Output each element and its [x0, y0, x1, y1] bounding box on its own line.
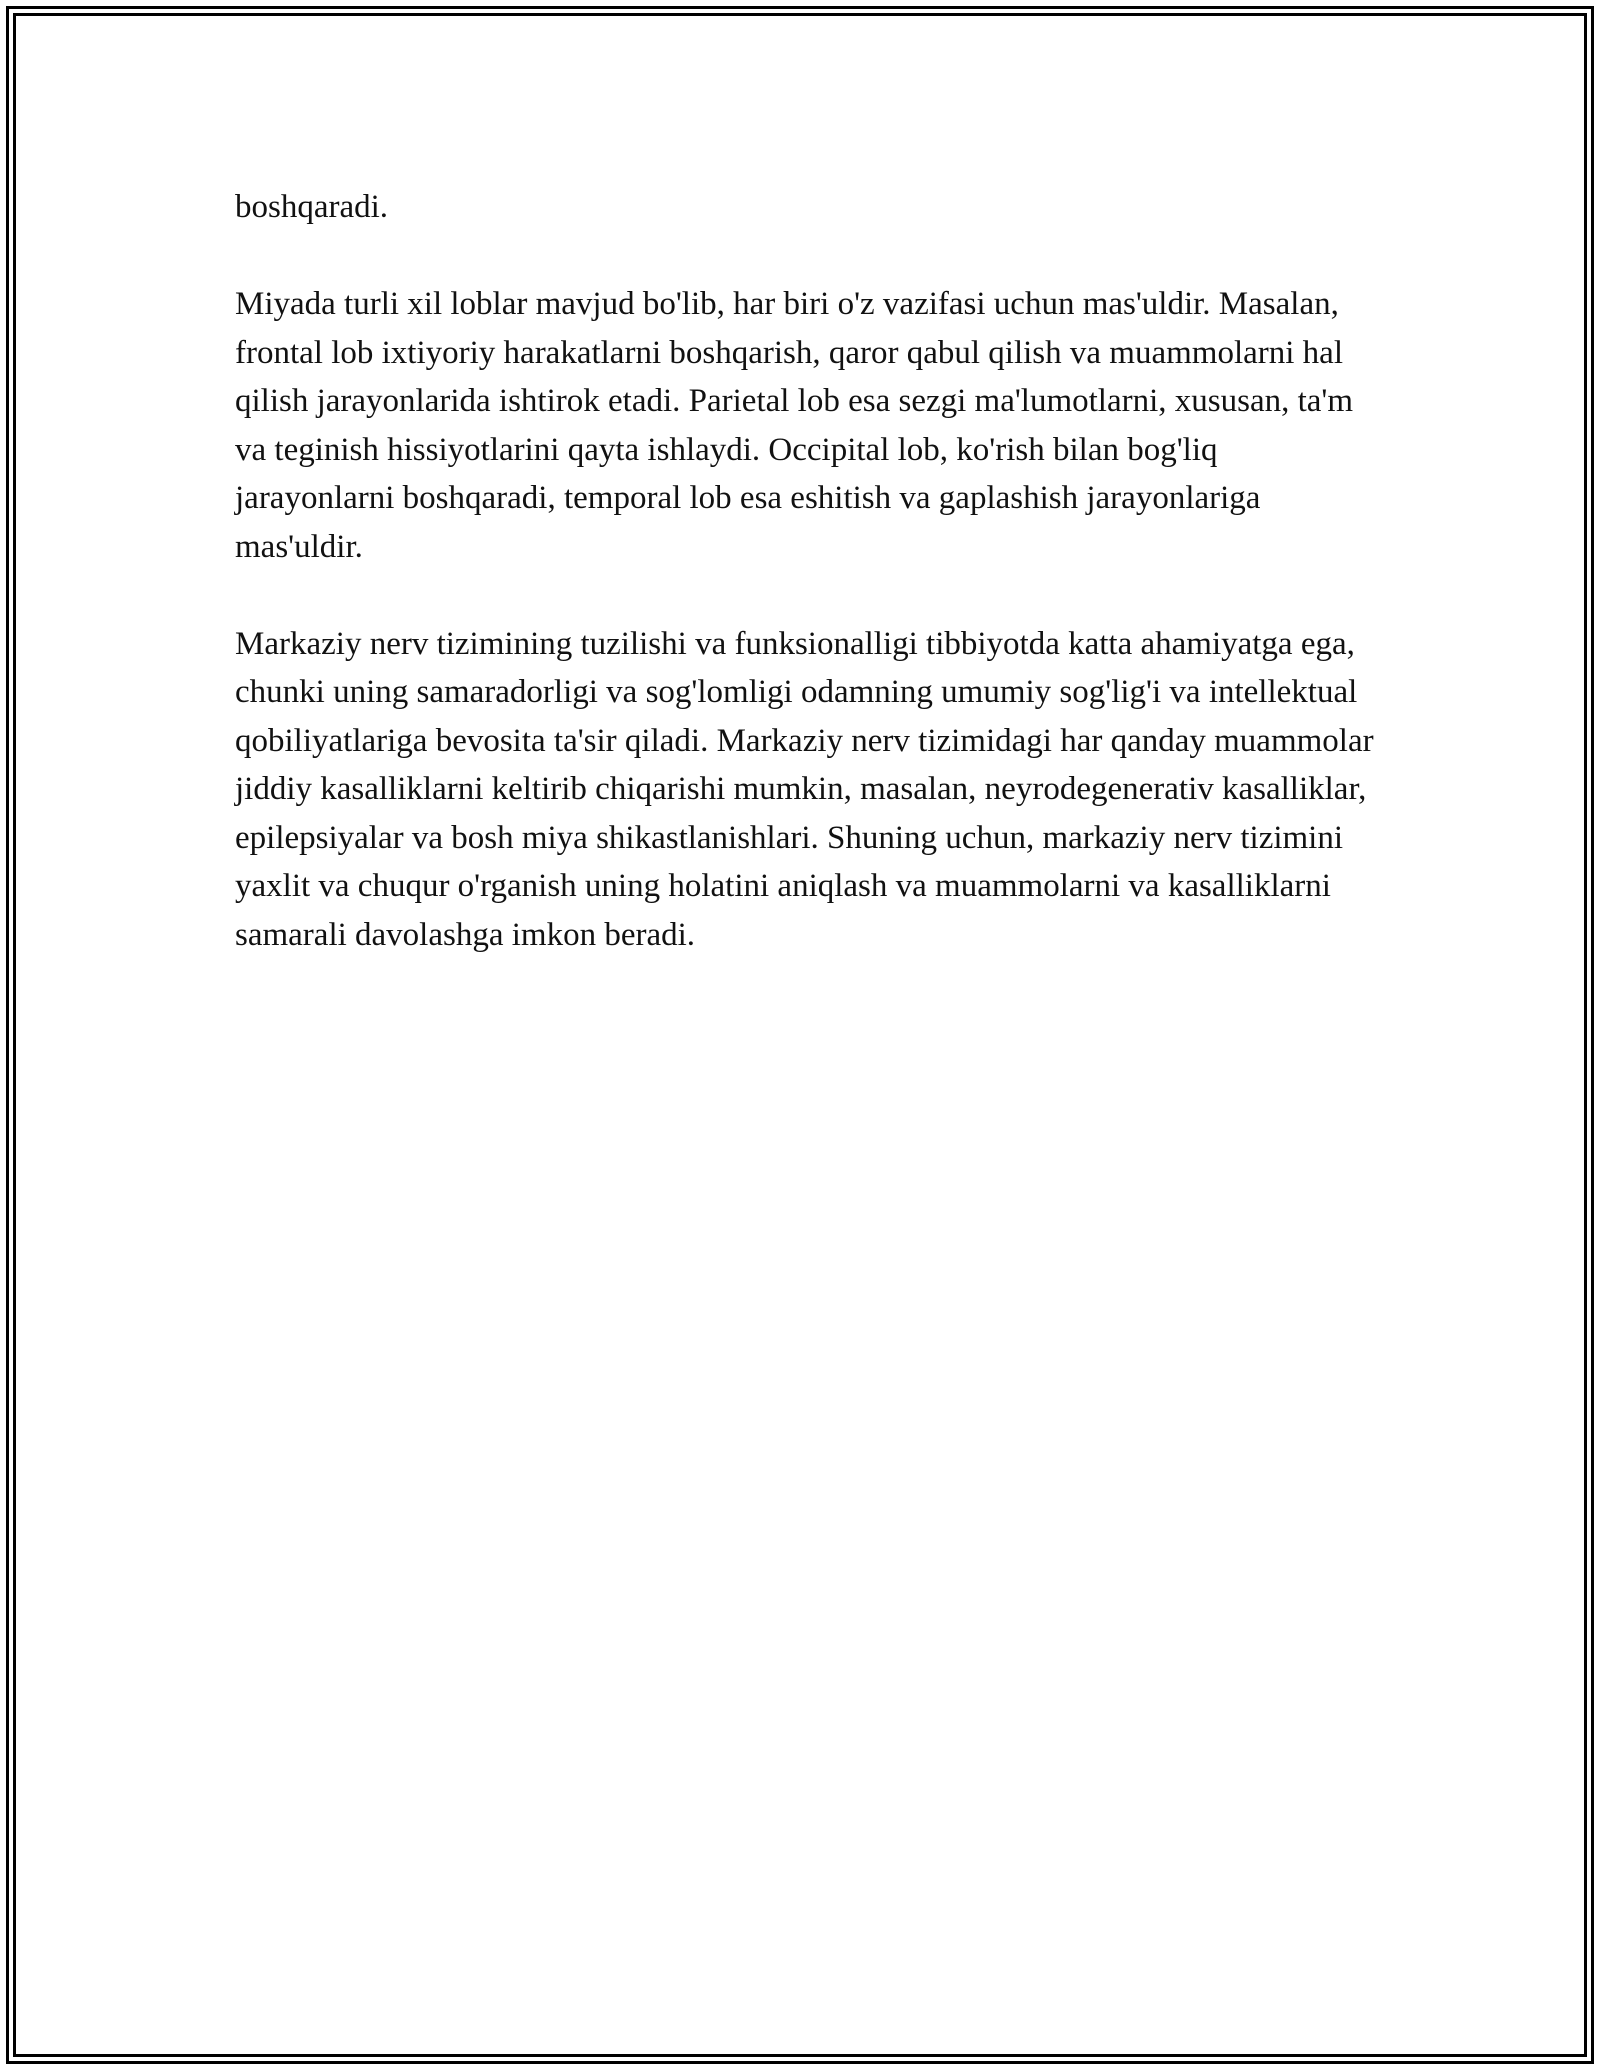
document-body: [235, 183, 1385, 1008]
paragraph-cns-importance: Markaziy nerv tizimining tuzilishi va funksionalligi tibbiyotda katta ahamiyatga ega, chunki uning samaradorligi va sog'lomligi odamning umumiy sog'lig'i va intellektual qobiliyatlariga bevosita ta'sir qiladi. Markaziy nerv tizimidagi har qanday muammolar jiddiy kasalliklarni keltirib chiqarishi mumkin, masalan, neyrodegenerativ kasalliklar, epilepsiyalar va bosh miya shikastlanishlari. Shuning uchun, markaziy nerv tizimini yaxlit va chuqur o'rganish uning holatini aniqlash va muammolarni va kasalliklarni samarali davolashga imkon beradi.: [235, 625, 1374, 953]
paragraph-brain-lobes: Miyada turli xil loblar mavjud bo'lib, har biri o'z vazifasi uchun mas'uldir. Masalan, frontal lob ixtiyoriy harakatlarni boshqarish, qaror qabul qilish va muammolarni hal qilish jarayonlarida ishtirok etadi. Parietal lob esa sezgi ma'lumotlarni, xususan, ta'm va teginish hissiyotlarini qayta ishlaydi. Occipital lob, ko'rish bilan bog'liq jarayonlarni boshqaradi, temporal lob esa eshitish va gaplashish jarayonlariga mas'uldir.: [235, 286, 1354, 565]
paragraph-continuation: boshqaradi.: [235, 189, 389, 225]
